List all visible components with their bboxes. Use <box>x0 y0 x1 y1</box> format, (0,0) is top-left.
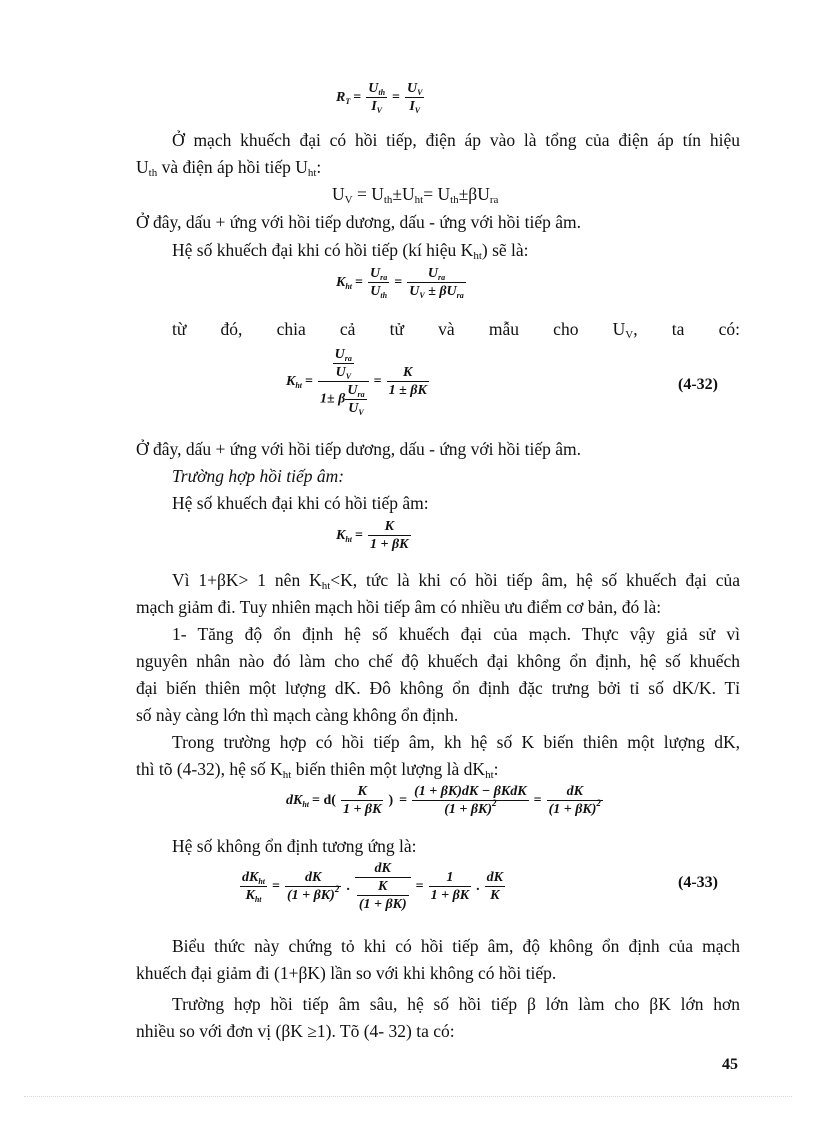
sign-note: Ở đây, dấu + ứng với hồi tiếp dương, dấu - ứng với hồi tiếp âm. <box>136 212 582 232</box>
equation-number-4-33: (4-33) <box>678 874 718 891</box>
equation-kht-negative: $K_{ht}$ = $\frac{K}{1 + \beta K}$ <box>336 519 409 552</box>
para-expression-line-2: khuếch đại giảm đi (1+βK) lần so với khi không có hồi tiếp. <box>136 963 557 983</box>
equation-kht: $K_{ht}$ = $U_{ra}$ $U_{th}$ = $U_{ra}$ $U_V \pm \beta U_{ra}$ <box>336 266 464 300</box>
para-stability-line-4: số này càng lớn thì mạch càng không ổn định. <box>136 705 459 725</box>
negative-gain-label: Hệ số khuếch đại khi có hồi tiếp âm: <box>172 493 429 513</box>
para-since-line-2: mạch giảm đi. Tuy nhiên mạch hồi tiếp âm có nhiều ưu điểm cơ bản, đó là: <box>136 597 662 617</box>
divide-line: từ đó, chia cả tử và mẫu cho $U_V$, ta có: <box>172 319 740 341</box>
footer-divider <box>24 1096 792 1097</box>
para-expression-line-1: Biểu thức này chứng tỏ khi có hồi tiếp âm, độ không ổn định của mạch <box>172 936 740 956</box>
para-deep-line-2: nhiều so với đơn vị (βK ≥1). Tõ (4- 32) ta có: <box>136 1021 455 1041</box>
para-feedback-line-2: $U_{th}$ và điện áp hồi tiếp $U_{ht}$: <box>136 157 322 179</box>
sign-note-2: Ở đây, dấu + ứng với hồi tiếp dương, dấu - ứng với hồi tiếp âm. <box>136 439 582 459</box>
instability-label: Hệ số không ổn định tương ứng là: <box>172 836 417 856</box>
gain-definition: Hệ số khuếch đại khi có hồi tiếp (kí hiệu $K_{ht}$) sẽ là: <box>172 240 529 262</box>
page-number: 45 <box>722 1056 738 1073</box>
para-stability-line-1: 1- Tăng độ ổn định hệ số khuếch đại của mạch. Thực vậy giả sử vì <box>172 624 740 644</box>
para-stability-line-3: đại biến thiên một lượng dK. Đô không ổn định đặc trưng bởi tỉ số dK/K. Tỉ <box>136 678 740 698</box>
para-case-line-2: thì tõ (4-32), hệ số $K_{ht}$ biến thiên một lượng là $dK_{ht}$: <box>136 759 499 781</box>
para-deep-line-1: Trường hợp hồi tiếp âm sâu, hệ số hồi tiếp β lớn làm cho βK lớn hơn <box>172 994 740 1014</box>
equation-4-33: $dK_{ht}$ $K_{ht}$ = $\frac{dK}{(1 + \beta K)^2}$ . $\frac{dK}{\frac{K}{(1 + \beta K)}}$ = $\frac{1}{1 + \beta K}$ . $\frac{dK}{K}$ <box>242 861 503 912</box>
para-feedback-line-1: Ở mạch khuếch đại có hồi tiếp, điện áp vào là tổng của điện áp tín hiệu <box>172 130 740 150</box>
equation-dkht: $dK_{ht} = d$( $\frac{K}{1 + \beta K}$ ) = (1 + βK)dK − βKdK $(1 + \beta K)^2$ = $\frac{dK}{(1 + \beta K)^2}$ <box>286 784 601 817</box>
equation-number-4-32: (4-32) <box>678 376 718 393</box>
equation-uv: $U_V = U_{th}\pm U_{ht}= U_{th}\pm\beta U_{ra}$ <box>332 184 499 206</box>
para-since-line-1: Vì 1+βK> 1 nên $K_{ht}<K$, tức là khi có hồi tiếp âm, hệ số khuếch đại của <box>172 570 741 592</box>
para-case-line-1: Trong trường hợp có hồi tiếp âm, kh hệ số K biến thiên một lượng dK, <box>172 732 740 752</box>
negative-feedback-heading: Trường hợp hồi tiếp âm: <box>172 466 345 486</box>
para-stability-line-2: nguyên nhân nào đó làm cho chế độ khuếch đại không ổn định, hệ số khuếch <box>136 651 740 671</box>
equation-rt: $R_T$ = $U_{th}$ $I_V$ = $\frac{U_V}{I_V}$ <box>336 81 423 115</box>
equation-4-32: $K_{ht}$ = $U_{ra}$ $U_V$ 1± β $U_{ra}$ $U_V$ = $\frac{K}{1 \pm \beta K}$ <box>286 347 427 417</box>
